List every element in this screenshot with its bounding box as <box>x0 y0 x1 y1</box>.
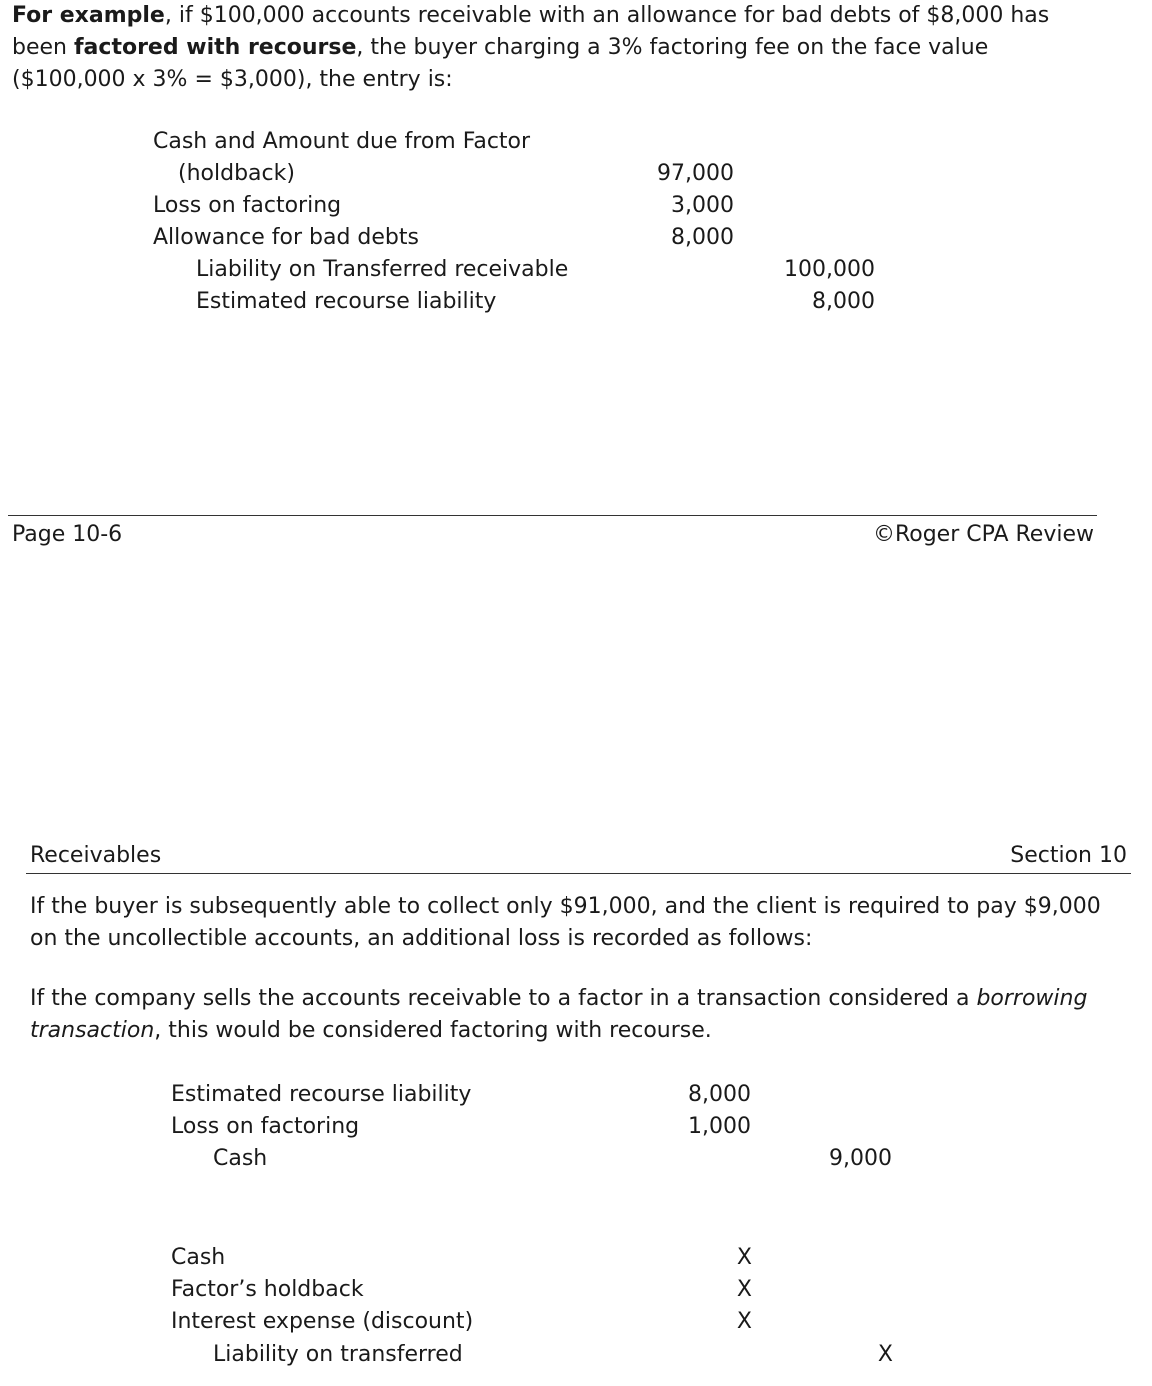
header-section-name: Receivables <box>30 843 162 868</box>
entry-account: Cash and Amount due from Factor <box>153 129 531 154</box>
intro-text-1: , if $100,000 accounts receivable with an allowance for bad debts of $8,000 has been <box>12 3 1050 60</box>
borrowing-italic: borrowing transaction <box>30 986 1088 1043</box>
entry-account: Loss on factoring <box>153 193 342 218</box>
intro-lead-bold: For example <box>12 3 165 28</box>
intro-paragraph <box>12 0 1102 96</box>
entry-debit: X <box>736 1245 752 1270</box>
intro-bold-2: factored with recourse <box>73 35 357 60</box>
borrowing-paragraph <box>30 983 1120 1047</box>
entry-debit: X <box>736 1277 752 1302</box>
entry-account: Interest expense (discount) <box>171 1309 474 1334</box>
entry-debit: 8,000 <box>671 225 734 250</box>
entry-debit: 3,000 <box>671 193 734 218</box>
entry-account: (holdback) <box>178 161 295 186</box>
entry-credit: 100,000 <box>784 257 875 282</box>
header-rule <box>26 873 1131 874</box>
intro-text-2: , the buyer charging a 3% factoring fee on the face value ($100,000 x 3% = $3,000), the entry is: <box>12 35 989 92</box>
footer-copyright: ©Roger CPA Review <box>872 522 1094 547</box>
entry-account: Estimated recourse liability <box>196 289 497 314</box>
entry-debit: 1,000 <box>688 1114 751 1139</box>
entry-account: Cash <box>171 1245 226 1270</box>
header-section-number: Section 10 <box>1010 843 1127 868</box>
entry-account: Estimated recourse liability <box>171 1082 472 1107</box>
footer-page-number: Page 10-6 <box>12 522 123 547</box>
entry-account: Liability on Transferred receivable <box>196 257 569 282</box>
entry-credit: 8,000 <box>812 289 875 314</box>
collection-paragraph: If the buyer is subsequently able to collect only $91,000, and the client is required to pay $9,000 on the uncollectible accounts, an additional loss is recorded as follows: <box>30 894 1101 951</box>
footer-rule <box>8 515 1097 516</box>
entry-account: Liability on transferred <box>213 1342 463 1367</box>
entry-credit: X <box>877 1342 893 1367</box>
entry-debit: 8,000 <box>688 1082 751 1107</box>
entry-debit: 97,000 <box>657 161 734 186</box>
borrowing-text-1: If the company sells the accounts receivable to a factor in a transaction considered a <box>30 986 977 1011</box>
entry-account: Cash <box>213 1146 268 1171</box>
entry-debit: X <box>736 1309 752 1334</box>
entry-account: Loss on factoring <box>171 1114 360 1139</box>
entry-account: Allowance for bad debts <box>153 225 419 250</box>
entry-account: Factor’s holdback <box>171 1277 364 1302</box>
entry-credit: 9,000 <box>829 1146 892 1171</box>
borrowing-text-2: , this would be considered factoring with recourse. <box>154 1018 712 1043</box>
